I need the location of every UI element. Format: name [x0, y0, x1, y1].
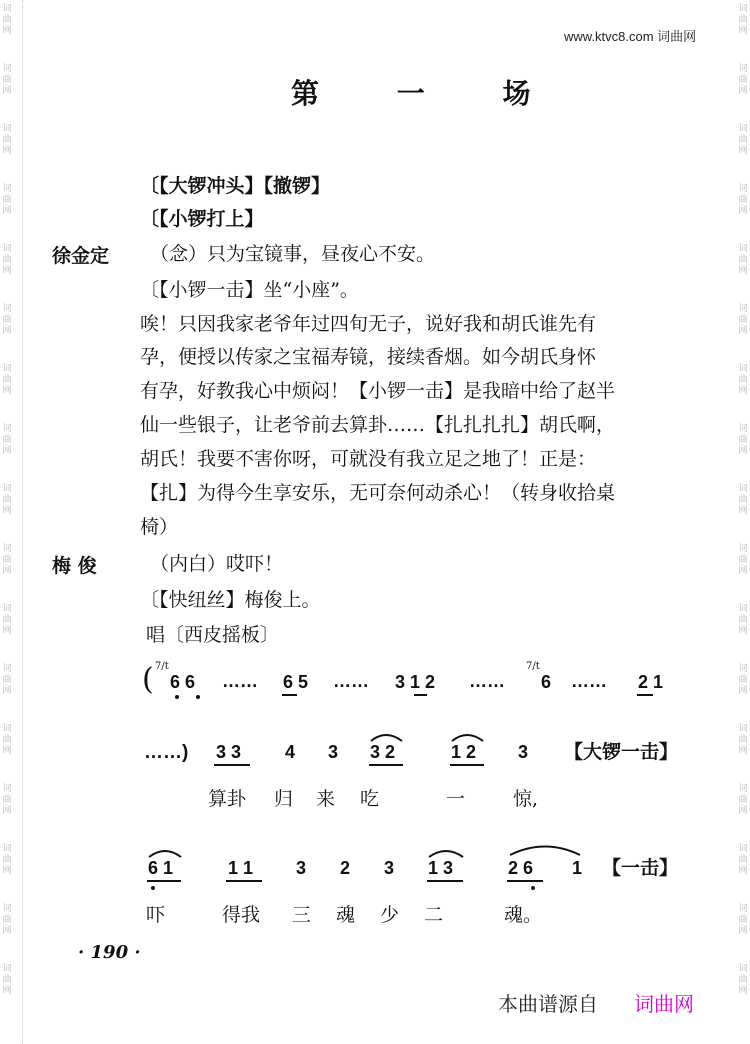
speech-line-3: 有孕，好教我心中烦闷！【小锣一击】是我暗中给了赵半 [140, 380, 616, 402]
speech-line-4: 仙一些银子，让老爷前去算卦……【扎扎扎扎】胡氏啊， [140, 414, 616, 436]
note-group: 6 5 [283, 672, 309, 692]
note-group: 3 1 2 [395, 672, 436, 692]
watermark-stamp: 词 曲 网 [738, 244, 748, 276]
grace-note: 7/t [155, 661, 169, 672]
speaker-xu-jinding: 徐金定 [52, 245, 110, 267]
note: 3 [518, 742, 529, 762]
page-number: · 190 · [78, 942, 141, 963]
note-group: 1 3 [428, 858, 454, 878]
watermark-stamp: 词 曲 网 [738, 664, 748, 696]
score-open-paren: ( [142, 662, 154, 697]
note-group: 2 1 [638, 672, 664, 692]
watermark-stamp: 词 曲 网 [2, 724, 12, 756]
note: 3 [296, 858, 307, 878]
speech-line-7: 椅） [140, 516, 179, 538]
watermark-stamp: 词 曲 网 [2, 424, 12, 456]
watermark-stamp: 词 曲 网 [2, 64, 12, 96]
watermark-stamp: 词 曲 网 [738, 304, 748, 336]
lyric: 归 [274, 788, 294, 810]
stage-direction-1: 〔【大锣冲头】【撤锣】 [140, 175, 331, 197]
watermark-stamp: 词 曲 网 [738, 964, 748, 996]
lyric: 二 [424, 904, 444, 926]
offstage-line: （内白）哎吓！ [150, 553, 284, 575]
watermark-stamp: 词 曲 网 [2, 484, 12, 516]
watermark-stamp: 词 曲 网 [2, 544, 12, 576]
watermark-stamp: 词 曲 网 [738, 844, 748, 876]
watermark-stamp: 词 曲 网 [2, 304, 12, 336]
lyric: 魂 [336, 904, 356, 926]
lyric: 少 [380, 904, 400, 926]
note: 4 [285, 742, 296, 762]
percussion-cue: 【一击】 [602, 857, 679, 879]
watermark-stamp: 词 曲 网 [2, 4, 12, 36]
watermark-stamp: 词 曲 网 [738, 184, 748, 216]
note: 3 [328, 742, 339, 762]
watermark-stamp: 词 曲 网 [738, 904, 748, 936]
percussion-cue: 【大锣一击】 [564, 741, 679, 763]
lyric: 得我 [222, 904, 261, 926]
note: 6 [541, 672, 552, 692]
note-group: 2 6 [508, 858, 534, 878]
watermark-stamp: 词 曲 网 [738, 364, 748, 396]
ellipsis: …… [222, 671, 258, 691]
lyric: 吓 [146, 904, 166, 926]
watermark-stamp: 词 曲 网 [2, 244, 12, 276]
watermark-stamp: 词 曲 网 [2, 184, 12, 216]
note-group: 1 1 [228, 858, 254, 878]
watermark-stamp: 词 曲 网 [738, 64, 748, 96]
watermark-stamp: 词 曲 网 [2, 124, 12, 156]
watermark-stamp: 词 曲 网 [738, 484, 748, 516]
page-title: 第 一 场 [291, 77, 565, 110]
watermark-stamp: 词 曲 网 [2, 664, 12, 696]
watermark-stamp: 词 曲 网 [2, 844, 12, 876]
watermark-stamp: 词 曲 网 [2, 964, 12, 996]
speech-line-1: 唉！只因我家老爷年过四旬无子，说好我和胡氏谁先有 [140, 313, 597, 335]
note-group: 1 2 [451, 742, 477, 762]
note-group: 3 3 [216, 742, 242, 762]
ellipsis: …… [469, 671, 505, 691]
lyric: 算卦 [208, 788, 247, 810]
stage-direction-4: 〔【快纽丝】梅俊上。 [140, 589, 321, 611]
note: 3 [384, 858, 395, 878]
dialogue-line-1: （念）只为宝镜事，昼夜心不安。 [150, 243, 436, 265]
watermark-stamp: 词 曲 网 [738, 4, 748, 36]
lyric: 一 [446, 788, 466, 810]
watermark-stamp: 词 曲 网 [738, 424, 748, 456]
note-group: 6 6 [170, 672, 196, 692]
watermark-stamp: 词 曲 网 [738, 124, 748, 156]
footer-source-text: 本曲谱源自 [498, 992, 598, 1016]
stage-direction-3: 〔【小锣一击】坐“小座”。 [140, 279, 359, 301]
lyric: 吃 [360, 788, 380, 810]
lyric: 惊, [513, 788, 539, 810]
speech-line-5: 胡氏！我要不害你呀，可就没有我立足之地了！正是： [140, 448, 597, 470]
speech-line-2: 孕，便授以传家之宝福寿镜，接续香烟。如今胡氏身怀 [140, 346, 597, 368]
watermark-stamp: 词 曲 网 [738, 784, 748, 816]
speaker-mei-jun: 梅 俊 [52, 555, 97, 577]
note-group: 3 2 [370, 742, 396, 762]
stage-direction-2: 〔【小锣打上】 [140, 208, 264, 230]
grace-note: 7/t [526, 661, 540, 672]
watermark-stamp: 词 曲 网 [2, 604, 12, 636]
lyric: 来 [316, 788, 336, 810]
watermark-stamp: 词 曲 网 [2, 904, 12, 936]
watermark-stamp: 词 曲 网 [738, 604, 748, 636]
watermark-stamp: 词 曲 网 [2, 784, 12, 816]
note: 1 [572, 858, 583, 878]
ellipsis-close: ……) [144, 742, 189, 763]
lyric: 三 [292, 904, 312, 926]
ellipsis: …… [333, 671, 369, 691]
watermark-stamp: 词 曲 网 [738, 544, 748, 576]
watermark-stamp: 词 曲 网 [2, 364, 12, 396]
footer-brand-link[interactable]: 词曲网 [634, 992, 694, 1016]
watermark-top-label: www.ktvc8.com 词曲网 [564, 29, 697, 44]
ellipsis: …… [571, 671, 607, 691]
speech-line-6: 【扎】为得今生享安乐，无可奈何动杀心！（转身收拾桌 [140, 482, 616, 504]
note-group: 6 1 [148, 858, 174, 878]
aria-label: 唱〔西皮摇板〕 [146, 624, 280, 646]
watermark-stamp: 词 曲 网 [738, 724, 748, 756]
lyric: 魂。 [504, 904, 543, 926]
note: 2 [340, 858, 351, 878]
